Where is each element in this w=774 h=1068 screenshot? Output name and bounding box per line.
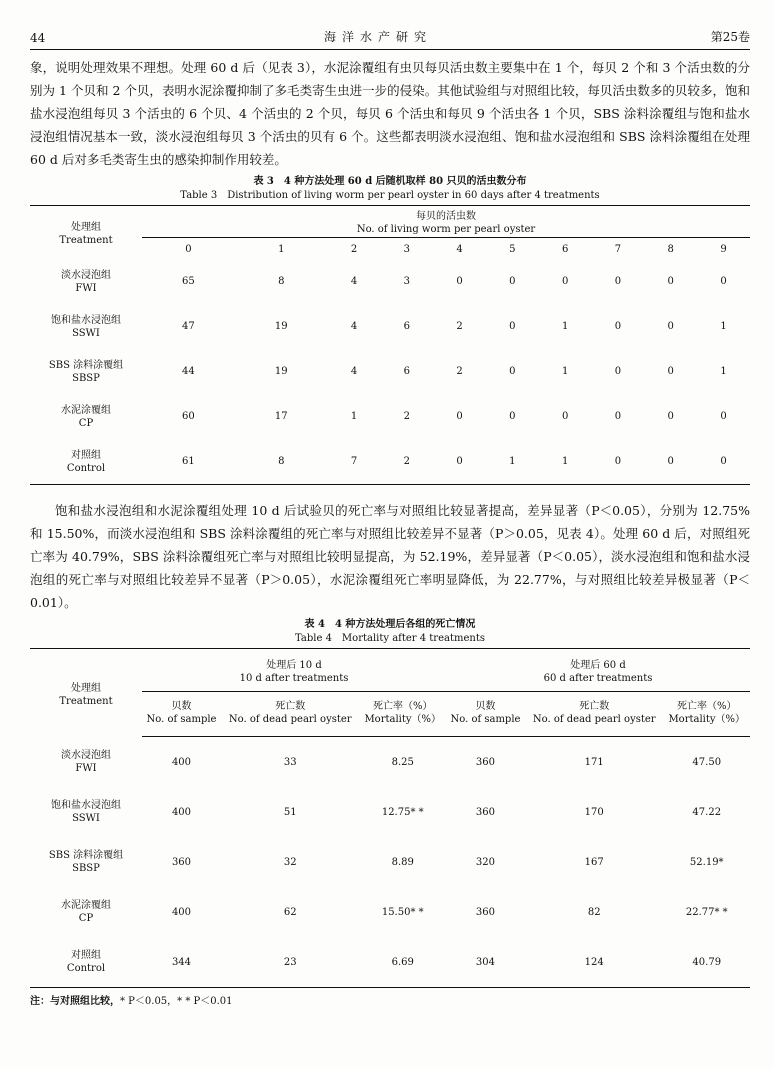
table-cell: 19 <box>274 366 288 377</box>
table4-column-header <box>221 692 360 737</box>
table-cell: 23 <box>283 956 297 968</box>
table-cell: 0 <box>509 321 516 332</box>
table-cell: 4 <box>350 366 358 377</box>
table4-column-header <box>525 692 664 737</box>
table-cell: 60 <box>182 411 195 422</box>
table-cell: 44 <box>182 366 195 377</box>
page-number: 44 <box>30 31 46 45</box>
table4-group-10d-en: 10 d after treatments <box>239 673 349 684</box>
page-header <box>30 28 750 50</box>
table-cell: 124 <box>584 956 604 968</box>
table4-column-header-zh: 死亡率（%） <box>676 701 737 712</box>
table-cell: 2 <box>456 321 463 332</box>
table-cell: 0 <box>561 276 569 287</box>
treatment-name-en: SBSP <box>72 372 100 384</box>
table-cell: 6 <box>403 321 411 332</box>
table4-treatment-header-zh: 处理组 <box>71 682 101 694</box>
table-cell: 0 <box>456 411 463 422</box>
table-cell: 360 <box>475 906 496 918</box>
treatment-name-en: Control <box>66 963 106 974</box>
table4-note <box>30 992 750 1007</box>
table4-caption-zh: 表 4 4 种方法处理后各组的死亡情况 <box>304 619 476 630</box>
table-cell: 1 <box>561 366 569 377</box>
table4-group-60d-zh: 处理后 60 d <box>570 660 626 671</box>
table-cell: 4 <box>350 321 358 332</box>
table-cell: 0 <box>667 321 674 332</box>
table4-column-header-en: No. of dead pearl oyster <box>228 714 352 725</box>
table3-treatment-header <box>30 206 142 260</box>
table-cell: 2 <box>456 366 463 377</box>
table4-treatment-header-en: Treatment <box>59 695 113 707</box>
treatment-name-zh: 淡水浸泡组 <box>61 749 111 761</box>
table4-column-header-en: No. of sample <box>450 714 521 725</box>
table-cell: 2 <box>403 411 411 422</box>
table-cell: 0 <box>720 411 727 422</box>
table-cell: 0 <box>720 456 727 467</box>
treatment-name <box>30 787 142 837</box>
table-row <box>30 787 750 837</box>
treatment-name <box>30 259 142 304</box>
table-cell: 0 <box>614 456 622 467</box>
table3-caption <box>30 175 750 202</box>
table-cell: 0 <box>720 276 727 287</box>
treatment-name-zh: 水泥涂覆组 <box>61 900 111 911</box>
table3-column-header: 3 <box>380 238 433 260</box>
table4-column-header-zh: 死亡数 <box>275 701 306 712</box>
treatment-name <box>30 304 142 349</box>
treatment-name-en: SSWI <box>72 327 100 339</box>
table3-column-header: 0 <box>142 238 235 260</box>
table3-column-header: 1 <box>235 238 328 260</box>
table-cell: 8 <box>278 456 285 467</box>
table-cell: 52.19* <box>689 856 724 868</box>
table3-column-header: 6 <box>539 238 592 260</box>
table-cell: 32 <box>283 856 297 868</box>
table-cell: 0 <box>614 321 622 332</box>
table-cell: 400 <box>171 756 192 768</box>
treatment-name-zh: SBS 涂料涂覆组 <box>48 359 124 371</box>
table-row <box>30 349 750 394</box>
table3-group-header-zh: 每贝的活虫数 <box>416 211 476 222</box>
table-cell: 0 <box>614 366 622 377</box>
table3-group-header-en: No. of living worm per pearl oyster <box>356 224 536 235</box>
treatment-name-en: SSWI <box>72 813 100 824</box>
table-row <box>30 887 750 937</box>
table-cell: 0 <box>614 411 622 422</box>
table-row <box>30 737 750 788</box>
table3-column-header: 9 <box>697 238 750 260</box>
table4-column-header-en: Mortality（%） <box>668 714 746 725</box>
table-cell: 0 <box>667 411 674 422</box>
table-row <box>30 837 750 887</box>
table4 <box>30 648 750 988</box>
table-cell: 400 <box>171 806 192 818</box>
treatment-name-en: Control <box>66 462 106 474</box>
table-cell: 170 <box>584 806 604 818</box>
table-cell: 3 <box>403 276 411 287</box>
table-cell: 4 <box>350 276 358 287</box>
table-cell: 1 <box>561 456 569 467</box>
table3-column-header: 2 <box>328 238 381 260</box>
table-cell: 62 <box>283 906 297 918</box>
table4-group-60d-en: 60 d after treatments <box>543 673 653 684</box>
treatment-name-en: SBSP <box>72 863 100 874</box>
table4-caption <box>30 618 750 645</box>
table-cell: 0 <box>667 276 674 287</box>
treatment-name <box>30 394 142 439</box>
table4-column-header-en: Mortality（%） <box>364 714 442 725</box>
table4-column-header-zh: 死亡数 <box>579 701 610 712</box>
table-cell: 51 <box>283 806 297 818</box>
treatment-name-zh: 水泥涂覆组 <box>61 404 111 416</box>
table3-treatment-header-en: Treatment <box>59 235 113 246</box>
table-cell: 320 <box>475 856 496 868</box>
table-cell: 1 <box>350 411 358 422</box>
treatment-name-zh: SBS 涂料涂覆组 <box>48 850 124 861</box>
table-cell: 15.50* * <box>381 906 424 918</box>
table3-group-header <box>142 206 750 238</box>
table-cell: 0 <box>509 411 516 422</box>
treatment-name-zh: 饱和盐水浸泡组 <box>51 314 121 326</box>
treatment-name <box>30 737 142 788</box>
table3-column-header: 4 <box>433 238 486 260</box>
table4-group-60d <box>446 649 750 692</box>
table-cell: 17 <box>274 411 288 422</box>
journal-name: 海洋水产研究 <box>323 30 432 44</box>
table4-column-header-zh: 贝数 <box>171 701 192 712</box>
treatment-name <box>30 349 142 394</box>
table3-column-header: 7 <box>592 238 645 260</box>
table-cell: 12.75* * <box>381 806 424 818</box>
table-cell: 2 <box>403 456 411 467</box>
table-cell: 1 <box>561 321 569 332</box>
table-cell: 0 <box>509 366 516 377</box>
table-cell: 47.50 <box>692 756 722 768</box>
table4-note-label: 注：与对照组比较， <box>30 996 120 1007</box>
table-cell: 8 <box>278 276 285 287</box>
table-cell: 171 <box>584 756 604 768</box>
table-cell: 7 <box>350 456 358 467</box>
table-cell: 47.22 <box>692 806 722 818</box>
treatment-name-en: CP <box>78 913 94 924</box>
table4-column-header-zh: 死亡率（%） <box>372 701 433 712</box>
treatment-name-zh: 对照组 <box>71 449 101 461</box>
table4-column-header <box>446 692 525 737</box>
table3-column-header: 5 <box>486 238 539 260</box>
treatment-name-en: CP <box>78 417 94 429</box>
table3-caption-zh: 表 3 4 种方法处理 60 d 后随机取样 80 只贝的活虫数分布 <box>253 176 527 187</box>
volume-label: 第25卷 <box>710 30 750 44</box>
table-cell: 0 <box>667 456 674 467</box>
body-paragraph-1: 象，说明处理效果不理想。处理 60 d 后（见表 3），水泥涂覆组有虫贝每贝活虫数主要集中在 1 个，每贝 2 个和 3 个活虫数的分别为 1 个贝和 2 个贝，表明水泥涂覆抑制了多毛类寄生虫进一步的侵染。其他试验组与对照组比较，每贝活虫数多的贝较多，饱和盐水浸泡组每贝 3 个活虫的 6 个贝、4 个活虫的 2 个贝，每贝 6 个活虫和每贝 9 个活虫各 1 个贝，SBS 涂料涂覆组与饱和盐水浸泡组情况基本一致，淡水浸泡组每贝 3 个活虫的贝有 6 个。这些都表明淡水浸泡组、饱和盐水浸泡组和 SBS 涂料涂覆组在处理 60 d 后对多毛类寄生虫的感染抑制作用较差。 <box>30 60 750 167</box>
table4-group-10d-zh: 处理后 10 d <box>266 660 322 671</box>
table-cell: 0 <box>614 276 622 287</box>
table-cell: 6 <box>403 366 411 377</box>
table-cell: 344 <box>171 956 192 968</box>
table-row <box>30 304 750 349</box>
table-row <box>30 439 750 485</box>
table-cell: 1 <box>720 321 727 332</box>
treatment-name-en: FWI <box>75 762 97 774</box>
treatment-name-zh: 淡水浸泡组 <box>61 269 111 281</box>
table4-group-10d <box>142 649 446 692</box>
table-cell: 40.79 <box>692 956 722 968</box>
table4-column-header-en: No. of dead pearl oyster <box>532 714 656 725</box>
table-cell: 82 <box>587 906 601 918</box>
table3 <box>30 205 750 485</box>
table-cell: 0 <box>456 276 463 287</box>
table-cell: 61 <box>182 456 195 467</box>
table-cell: 0 <box>561 411 569 422</box>
table-row <box>30 937 750 988</box>
treatment-name-zh: 饱和盐水浸泡组 <box>51 800 121 811</box>
treatment-name <box>30 439 142 485</box>
treatment-name <box>30 837 142 887</box>
table4-column-header <box>360 692 446 737</box>
table-cell: 22.77* * <box>685 906 728 918</box>
table4-column-header-en: No. of sample <box>146 714 217 725</box>
body-paragraph-2: 饱和盐水浸泡组和水泥涂覆组处理 10 d 后试验贝的死亡率与对照组比较显著提高，差异显著（P＜0.05），分别为 12.75% 和 15.50%，而淡水浸泡组和 SBS 涂料涂覆组的死亡率与对照组比较差异不显著（P＞0.05，见表 4）。处理 60 d 后，对照组死亡率为 40.79%，SBS 涂料涂覆组死亡率与对照组比较明显提高，为 52.19%，差异显著（P＜0.05），淡水浸泡组和饱和盐水浸泡组的死亡率与对照组比较差异不显著（P＞0.05），水泥涂覆组死亡率明显降低，为 22.77%，与对照组比较差异极显著（P＜0.01）。 <box>30 503 750 610</box>
table-cell: 8.89 <box>391 856 414 868</box>
table-cell: 65 <box>182 276 195 287</box>
table-cell: 400 <box>171 906 192 918</box>
table4-column-header <box>142 692 221 737</box>
table-row <box>30 259 750 304</box>
table-cell: 1 <box>720 366 727 377</box>
table-cell: 0 <box>456 456 463 467</box>
table-cell: 0 <box>509 276 516 287</box>
table-cell: 0 <box>667 366 674 377</box>
table-cell: 33 <box>283 756 297 768</box>
table-cell: 360 <box>475 806 496 818</box>
table4-treatment-header <box>30 649 142 737</box>
table-cell: 360 <box>171 856 192 868</box>
table4-column-header <box>663 692 750 737</box>
table-cell: 360 <box>475 756 496 768</box>
table-cell: 19 <box>274 321 288 332</box>
treatment-name-en: FWI <box>75 282 97 294</box>
treatment-name-zh: 对照组 <box>71 950 101 961</box>
treatment-name <box>30 887 142 937</box>
table3-treatment-header-zh: 处理组 <box>71 222 101 233</box>
table-cell: 304 <box>475 956 496 968</box>
table-cell: 6.69 <box>391 956 414 968</box>
table4-caption-en: Table 4 Mortality after 4 treatments <box>295 633 485 644</box>
table3-caption-en: Table 3 Distribution of living worm per pearl oyster in 60 days after 4 treatments <box>180 190 600 201</box>
table-cell: 47 <box>182 321 195 332</box>
table-cell: 167 <box>584 856 604 868</box>
table3-column-header: 8 <box>644 238 697 260</box>
treatment-name <box>30 937 142 988</box>
table-cell: 8.25 <box>391 756 414 768</box>
table-row <box>30 394 750 439</box>
table-cell: 1 <box>509 456 516 467</box>
paper-page <box>30 28 750 1007</box>
table4-note-text: * P＜0.05，* * P＜0.01 <box>120 996 233 1007</box>
table4-column-header-zh: 贝数 <box>475 701 496 712</box>
